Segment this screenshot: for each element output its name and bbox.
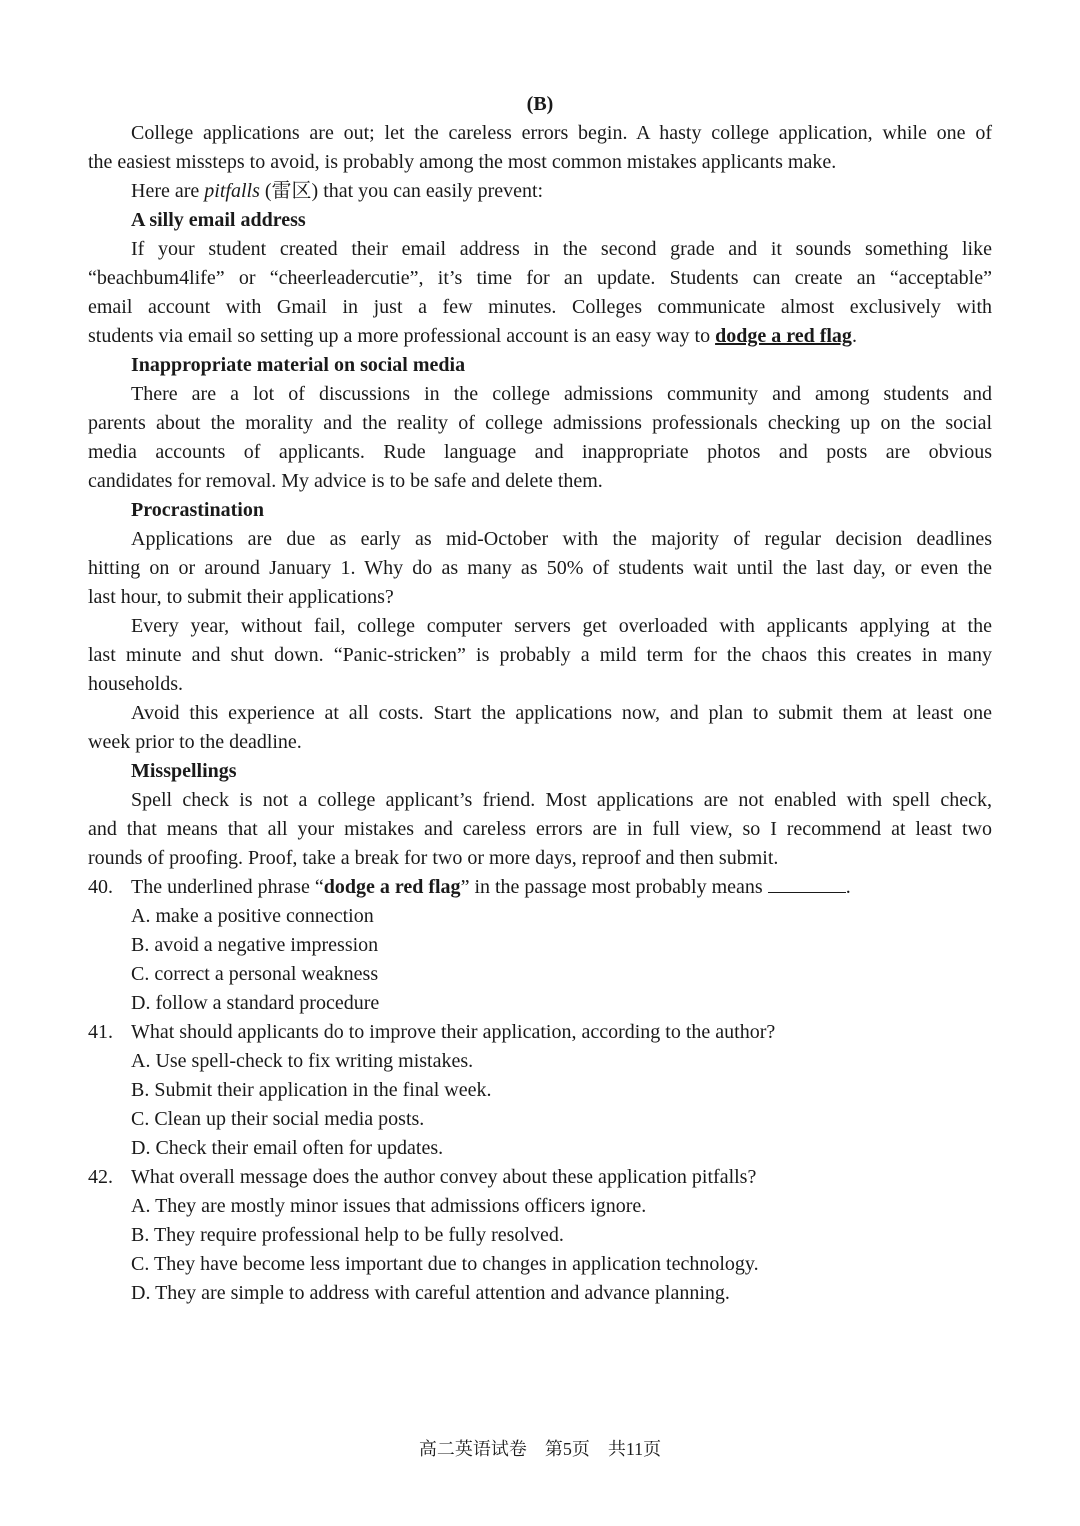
option-41-b: B. Submit their application in the final week.: [131, 1079, 492, 1101]
page-footer: 高二英语试卷 第5页 共11页: [418, 1439, 662, 1459]
paragraph-line: week prior to the deadline.: [88, 731, 302, 753]
paragraph-line: Spell check is not a college applicant’s friend. Most applications are not enabled with spell check,: [131, 789, 992, 811]
intro-text: that you can easily prevent:: [323, 180, 544, 202]
paragraph-line: [88, 322, 992, 351]
heading-social-media: Inappropriate material on social media: [131, 354, 466, 376]
question-phrase: dodge a red flag: [323, 876, 461, 898]
option-42-d: D. They are simple to address with careful attention and advance planning.: [131, 1282, 730, 1304]
intro-line: the easiest missteps to avoid, is probably among the most common mistakes applicants make.: [88, 151, 837, 173]
paragraph-line: Applications are due as early as mid-October with the majority of regular decision deadlines: [131, 528, 992, 550]
paragraph-line: and that means that all your mistakes and careless errors are in full view, so I recommend at least two: [88, 818, 992, 840]
option-40-a: A. make a positive connection: [131, 905, 374, 927]
question-41-stem: [88, 1018, 992, 1047]
paragraph-line: rounds of proofing. Proof, take a break for two or more days, reproof and then submit.: [88, 847, 779, 869]
option-42-c: C. They have become less important due to changes in application technology.: [131, 1253, 759, 1275]
paragraph-line: hitting on or around January 1. Why do as many as 50% of students wait until the last day, or even the: [88, 557, 992, 579]
pitfalls-gloss: (雷区): [259, 180, 324, 202]
paragraph-line: Every year, without fail, college computer servers get overloaded with applicants applying at the: [131, 615, 992, 637]
paragraph-line: candidates for removal. My advice is to be safe and delete them.: [88, 470, 603, 492]
question-40-stem: [88, 873, 992, 902]
paragraph-line: Avoid this experience at all costs. Start the applications now, and plan to submit them at least one: [131, 702, 992, 724]
option-40-d: D. follow a standard procedure: [131, 992, 380, 1014]
paragraph-text: students via email so setting up a more professional account is an easy way to: [88, 325, 716, 347]
paragraph-line: “beachbum4life” or “cheerleadercutie”, it’s time for an update. Students can create an “acceptable”: [88, 267, 992, 289]
question-text: ” in the passage most probably means: [460, 876, 768, 898]
option-40-b: B. avoid a negative impression: [131, 934, 379, 956]
question-text: What should applicants do to improve their application, according to the author?: [131, 1021, 776, 1043]
paragraph-line: media accounts of applicants. Rude language and inappropriate photos and posts are obvious: [88, 441, 992, 463]
option-42-b: B. They require professional help to be fully resolved.: [131, 1224, 564, 1246]
paragraph-line: If your student created their email address in the second grade and it sounds something like: [131, 238, 992, 260]
heading-procrastination: Procrastination: [131, 499, 264, 521]
paragraph-line: parents about the morality and the reality of college admissions professionals checking up on the social: [88, 412, 992, 434]
option-41-c: C. Clean up their social media posts.: [131, 1108, 425, 1130]
underlined-phrase: dodge a red flag: [715, 325, 852, 347]
question-number: 42.: [88, 1166, 113, 1188]
option-42-a: A. They are mostly minor issues that admissions officers ignore.: [131, 1195, 647, 1217]
section-title: (B): [526, 93, 554, 115]
question-number: 41.: [88, 1021, 113, 1043]
intro-line: [131, 177, 992, 206]
paragraph-text: .: [851, 325, 857, 347]
option-41-a: A. Use spell-check to fix writing mistakes.: [131, 1050, 474, 1072]
pitfalls-term: pitfalls: [204, 180, 260, 202]
option-40-c: C. correct a personal weakness: [131, 963, 379, 985]
intro-text: Here are: [131, 180, 205, 202]
question-text: What overall message does the author convey about these application pitfalls?: [131, 1166, 757, 1188]
question-number: 40.: [88, 876, 113, 898]
paragraph-line: There are a lot of discussions in the college admissions community and among students and: [131, 383, 992, 405]
option-41-d: D. Check their email often for updates.: [131, 1137, 444, 1159]
intro-line: College applications are out; let the careless errors begin. A hasty college application, while one of: [131, 122, 992, 144]
heading-misspellings: Misspellings: [131, 760, 237, 782]
heading-email: A silly email address: [131, 209, 306, 231]
question-text: The underlined phrase “: [131, 876, 324, 898]
question-text: .: [845, 876, 851, 898]
paragraph-line: last minute and shut down. “Panic-stricken” is probably a mild term for the chaos this creates in many: [88, 644, 992, 666]
paragraph-line: email account with Gmail in just a few minutes. Colleges communicate almost exclusively with: [88, 296, 992, 318]
paragraph-line: households.: [88, 673, 183, 695]
question-42-stem: [88, 1163, 992, 1192]
answer-blank: [768, 874, 846, 893]
paragraph-line: last hour, to submit their applications?: [88, 586, 394, 608]
